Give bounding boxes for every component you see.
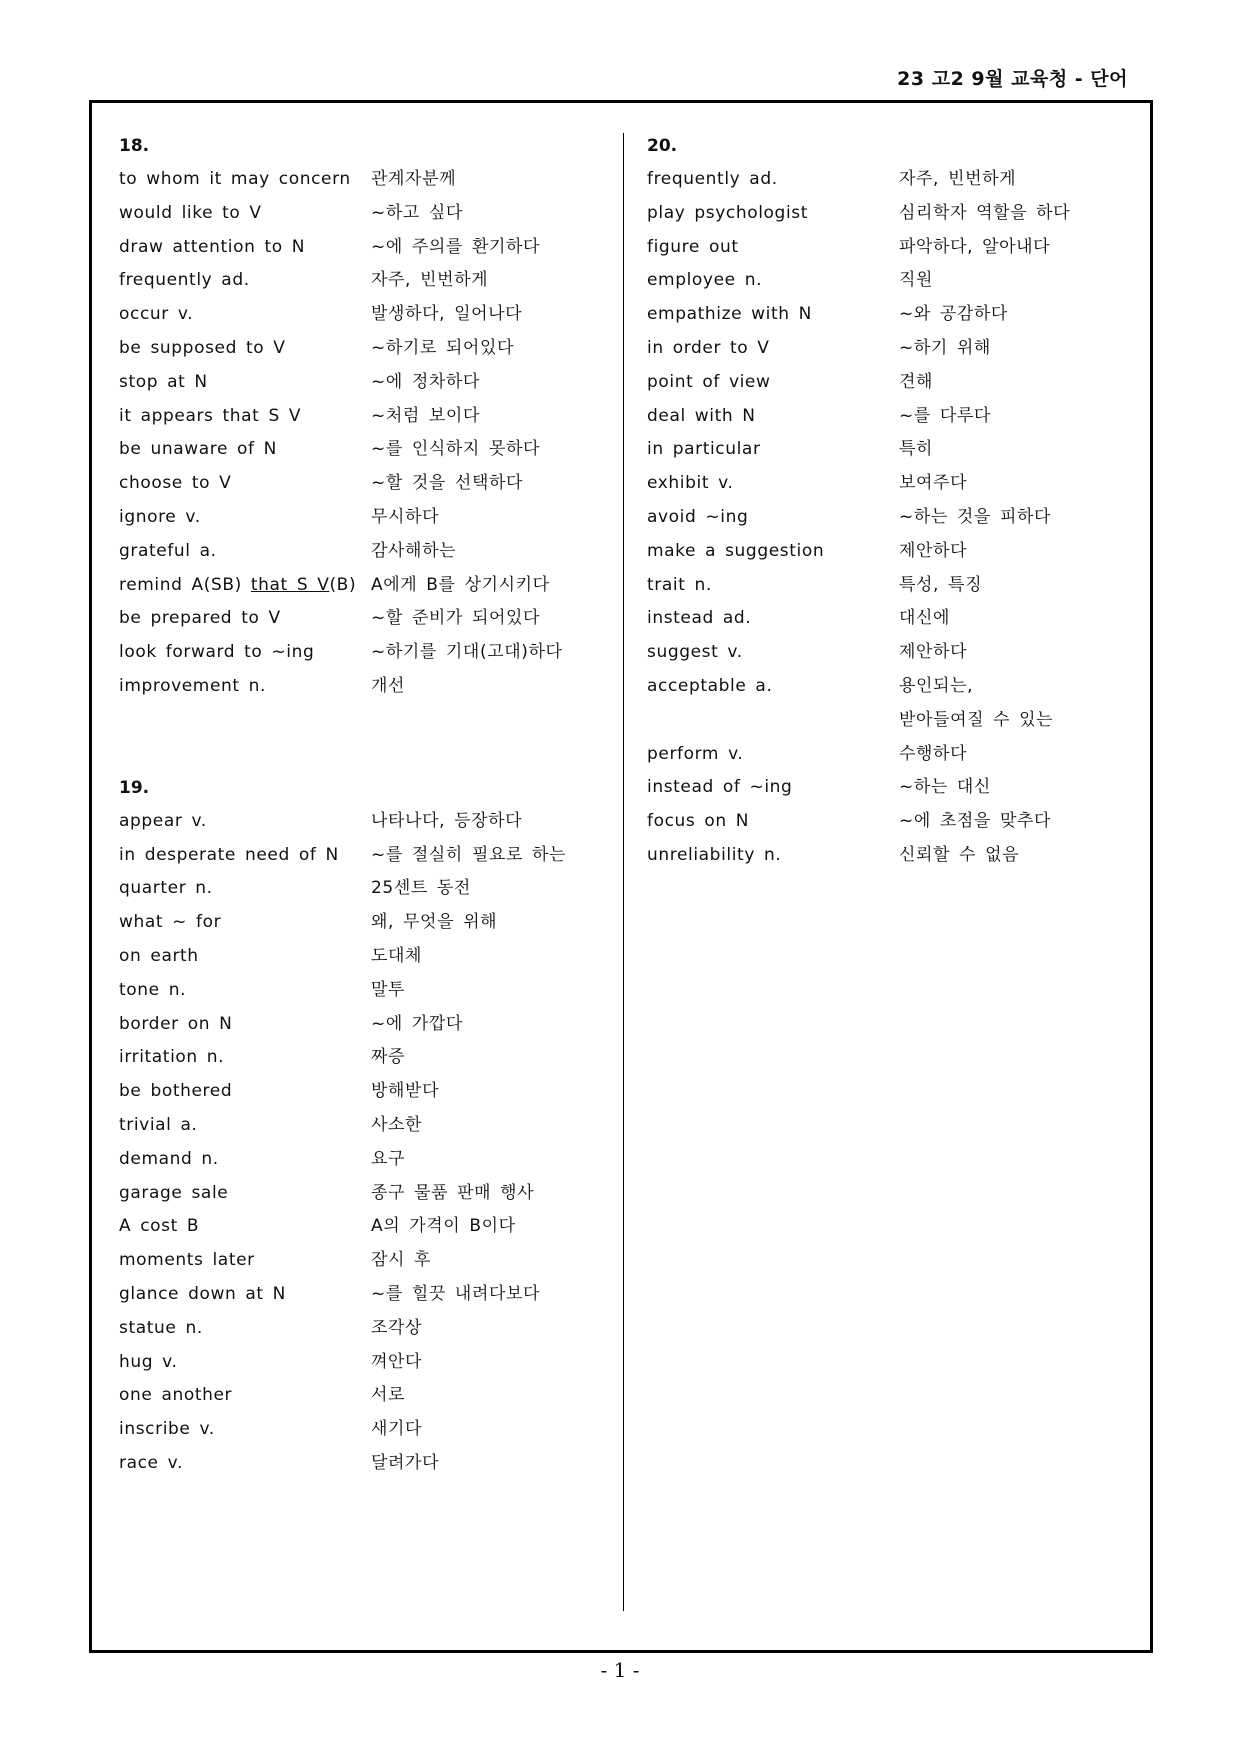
korean-meaning: 특히 [899, 439, 934, 460]
korean-meaning: ~하기를 기대(고대)하다 [371, 642, 563, 663]
korean-meaning: 감사해하는 [371, 540, 457, 561]
korean-meaning: ~할 준비가 되어있다 [371, 608, 541, 629]
english-term: be unaware of N [119, 439, 277, 460]
english-term: trivial a. [119, 1114, 198, 1135]
english-term: irritation n. [119, 1047, 225, 1068]
english-term: appear v. [119, 810, 207, 831]
korean-meaning: 수행하다 [899, 743, 968, 764]
vocab-row [119, 1244, 619, 1278]
vocab-row [119, 940, 619, 974]
english-term: it appears that S V [119, 405, 302, 426]
korean-meaning: 방해받다 [371, 1081, 440, 1102]
vocab-row [119, 501, 619, 535]
english-term: border on N [119, 1013, 233, 1034]
english-term: stop at N [119, 371, 208, 392]
vocab-row [647, 670, 1147, 704]
section-18-list [119, 163, 619, 704]
vocab-row [119, 332, 619, 366]
section-18-title: 18. [119, 136, 150, 156]
vocab-row [119, 1346, 619, 1380]
korean-meaning: ~를 다루다 [899, 405, 991, 426]
english-term: deal with N [647, 405, 756, 426]
korean-meaning: A에게 B를 상기시키다 [371, 574, 550, 595]
english-term: figure out [647, 236, 739, 257]
english-term: acceptable a. [647, 675, 773, 696]
english-term: focus on N [647, 811, 750, 832]
vocab-row [647, 163, 1147, 197]
korean-meaning: ~하기로 되어있다 [371, 337, 515, 358]
english-term: avoid ~ing [647, 506, 749, 527]
section-20-list [647, 163, 1147, 873]
korean-meaning: ~에 가깝다 [371, 1013, 463, 1034]
vocab-row [119, 197, 619, 231]
vocab-row [647, 569, 1147, 603]
vocab-row [119, 1008, 619, 1042]
korean-meaning: ~하는 대신 [899, 777, 991, 798]
korean-meaning: ~에 주의를 환기하다 [371, 236, 541, 257]
english-term: statue n. [119, 1317, 203, 1338]
english-term: one another [119, 1385, 233, 1406]
korean-meaning: ~할 것을 선택하다 [371, 473, 524, 494]
vocab-row [647, 602, 1147, 636]
vocab-row [119, 264, 619, 298]
korean-meaning: 도대체 [371, 945, 423, 966]
english-term: improvement n. [119, 675, 267, 696]
vocab-row [647, 298, 1147, 332]
korean-meaning: ~하기 위해 [899, 337, 991, 358]
english-term: be bothered [119, 1081, 233, 1102]
english-term [647, 704, 899, 738]
english-term: be prepared to V [119, 608, 281, 629]
section-19-list [119, 805, 619, 1481]
vocab-row [647, 501, 1147, 535]
vocab-row [119, 1143, 619, 1177]
vocab-row [647, 231, 1147, 265]
vocab-row [119, 872, 619, 906]
right-column [647, 129, 1147, 873]
english-term: to whom it may concern [119, 169, 351, 189]
english-term-underlined: that S V [250, 574, 330, 595]
vocab-row [647, 332, 1147, 366]
vocab-row [647, 197, 1147, 231]
left-column [119, 129, 619, 1481]
vocab-row [119, 1278, 619, 1312]
vocab-row [647, 738, 1147, 772]
english-term: glance down at N [119, 1283, 286, 1304]
korean-meaning: 직원 [899, 270, 934, 291]
vocab-row [647, 771, 1147, 805]
english-term: would like to V [119, 202, 262, 223]
english-term: exhibit v. [647, 473, 734, 494]
english-term: choose to V [119, 473, 232, 494]
vocab-row [647, 704, 1147, 738]
english-term-prefix: remind A(SB) [119, 574, 251, 595]
vocab-row [119, 602, 619, 636]
vocab-row [647, 535, 1147, 569]
korean-meaning: 잠시 후 [371, 1250, 432, 1271]
english-term: employee n. [647, 270, 763, 291]
korean-meaning: 새기다 [371, 1419, 423, 1440]
page-number: - 1 - [600, 1658, 640, 1682]
korean-meaning: ~에 초점을 맞추다 [899, 811, 1052, 832]
english-term: play psychologist [647, 202, 808, 223]
column-divider [623, 133, 624, 1611]
vocab-row [647, 400, 1147, 434]
english-term: hug v. [119, 1351, 178, 1372]
korean-meaning: ~하고 싶다 [371, 202, 463, 223]
vocab-row [119, 298, 619, 332]
english-term: in order to V [647, 337, 770, 358]
english-term: demand n. [119, 1148, 219, 1169]
korean-meaning: 말투 [371, 979, 406, 1000]
vocab-row [119, 805, 619, 839]
vocab-row [119, 1210, 619, 1244]
vocab-row [119, 467, 619, 501]
english-term: frequently ad. [647, 169, 778, 189]
vocab-row [647, 805, 1147, 839]
english-term: look forward to ~ing [119, 642, 315, 663]
vocab-row [647, 467, 1147, 501]
korean-meaning: 심리학자 역할을 하다 [899, 202, 1071, 223]
korean-meaning: 견해 [899, 371, 934, 392]
korean-meaning: A의 가격이 B이다 [371, 1216, 516, 1237]
vocab-row [119, 231, 619, 265]
vocab-row [119, 163, 619, 197]
korean-meaning: 제안하다 [899, 540, 968, 561]
vocab-row [119, 636, 619, 670]
english-term: grateful a. [119, 540, 217, 561]
vocab-row [647, 264, 1147, 298]
english-term: suggest v. [647, 642, 743, 663]
korean-meaning: 자주, 빈번하게 [371, 270, 489, 291]
korean-meaning: 받아들여질 수 있는 [899, 709, 1054, 730]
english-term: in desperate need of N [119, 844, 339, 865]
english-term: ignore v. [119, 506, 201, 527]
korean-meaning: 짜증 [371, 1047, 406, 1068]
english-term: point of view [647, 371, 771, 392]
english-term: moments later [119, 1250, 255, 1271]
korean-meaning: 요구 [371, 1148, 406, 1169]
english-term: instead ad. [647, 608, 752, 629]
english-term: race v. [119, 1452, 183, 1473]
english-term: inscribe v. [119, 1419, 215, 1440]
english-term [119, 569, 371, 603]
english-term: occur v. [119, 304, 194, 325]
korean-meaning: 서로 [371, 1385, 406, 1406]
korean-meaning: 왜, 무엇을 위해 [371, 912, 498, 933]
english-term: instead of ~ing [647, 777, 793, 798]
korean-meaning: ~와 공감하다 [899, 304, 1008, 325]
vocab-row [119, 1447, 619, 1481]
vocab-row [119, 1075, 619, 1109]
korean-meaning: 특성, 특징 [899, 574, 983, 595]
vocab-row [647, 433, 1147, 467]
korean-meaning: ~를 인식하지 못하다 [371, 439, 541, 460]
vocab-row [119, 400, 619, 434]
english-term: frequently ad. [119, 270, 250, 291]
english-term: draw attention to N [119, 236, 306, 257]
english-term: in particular [647, 439, 761, 460]
korean-meaning: 대신에 [899, 608, 951, 629]
korean-meaning: 발생하다, 일어나다 [371, 304, 523, 325]
english-term: be supposed to V [119, 337, 286, 358]
korean-meaning: 25센트 동전 [371, 878, 471, 899]
korean-meaning: ~에 정차하다 [371, 371, 480, 392]
vocab-row [119, 1177, 619, 1211]
content-frame [89, 100, 1153, 1653]
vocab-row [119, 974, 619, 1008]
korean-meaning: 사소한 [371, 1114, 423, 1135]
korean-meaning: 자주, 빈번하게 [899, 169, 1017, 189]
korean-meaning: 나타나다, 등장하다 [371, 810, 523, 831]
section-20-title: 20. [647, 136, 678, 156]
vocab-row [119, 839, 619, 873]
english-term: what ~ for [119, 912, 222, 933]
korean-meaning: 용인되는, [899, 675, 974, 696]
english-term: A cost B [119, 1216, 200, 1237]
vocab-row [119, 535, 619, 569]
korean-meaning: 관계자분께 [371, 169, 457, 189]
korean-meaning: 제안하다 [899, 642, 968, 663]
korean-meaning: ~를 힐끗 내려다보다 [371, 1283, 541, 1304]
vocab-row [119, 569, 619, 603]
english-term: unreliability n. [647, 844, 782, 865]
korean-meaning: 신뢰할 수 없음 [899, 844, 1020, 865]
korean-meaning: 개선 [371, 675, 406, 696]
vocab-row [647, 839, 1147, 873]
vocab-row [647, 366, 1147, 400]
english-term: perform v. [647, 743, 744, 764]
korean-meaning: 달려가다 [371, 1452, 440, 1473]
document-title: 23 고2 9월 교육청 - 단어 [897, 68, 1128, 90]
english-term: quarter n. [119, 878, 213, 899]
vocab-row [119, 906, 619, 940]
vocab-row [119, 1041, 619, 1075]
english-term: empathize with N [647, 304, 812, 325]
english-term: garage sale [119, 1182, 229, 1203]
korean-meaning: ~하는 것을 피하다 [899, 506, 1052, 527]
vocab-row [119, 366, 619, 400]
vocab-row [647, 636, 1147, 670]
korean-meaning: ~처럼 보이다 [371, 405, 480, 426]
vocab-row [119, 670, 619, 704]
english-term: trait n. [647, 574, 712, 595]
korean-meaning: 종구 물품 판매 행사 [371, 1182, 535, 1203]
vocab-row [119, 1109, 619, 1143]
english-term-suffix: (B) [329, 574, 357, 595]
korean-meaning: 파악하다, 알아내다 [899, 236, 1051, 257]
vocab-row [119, 433, 619, 467]
korean-meaning: 조각상 [371, 1317, 423, 1338]
vocab-row [119, 1312, 619, 1346]
english-term: tone n. [119, 979, 187, 1000]
korean-meaning: 보여주다 [899, 473, 968, 494]
korean-meaning: 무시하다 [371, 506, 440, 527]
section-19-title: 19. [119, 777, 150, 798]
vocab-row [119, 1413, 619, 1447]
english-term: on earth [119, 945, 199, 966]
korean-meaning: ~를 절실히 필요로 하는 [371, 844, 567, 865]
korean-meaning: 껴안다 [371, 1351, 423, 1372]
vocab-row [119, 1379, 619, 1413]
english-term: make a suggestion [647, 540, 825, 561]
